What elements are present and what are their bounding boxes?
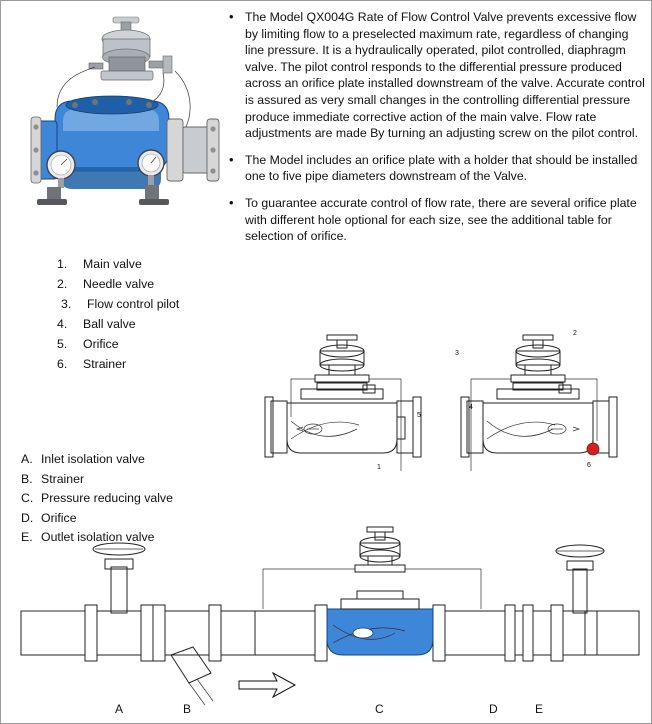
callout-E: E: [535, 702, 544, 716]
flow-direction-arrow: [239, 673, 295, 697]
list-item-index: 5.: [57, 337, 68, 351]
outlet-isolation-valve: [551, 545, 604, 661]
list-item: [57, 294, 237, 314]
installation-diagram: [11, 513, 645, 718]
schematic-right: [455, 330, 617, 471]
list-item: [57, 334, 237, 354]
list-item-label: Orifice: [41, 510, 77, 525]
list-item-label: Needle valve: [83, 277, 155, 291]
callout-6: 6: [587, 462, 591, 469]
valve-photo-illustration: [17, 9, 223, 219]
paragraph-item: [229, 152, 645, 185]
paragraph-item: [229, 9, 645, 142]
strainer: [153, 605, 221, 705]
list-item: [57, 254, 237, 274]
list-item: [57, 314, 237, 334]
description-text-column: [229, 9, 645, 255]
paragraph-3-text: To guarantee accurate control of flow rate, there are several orifice plate with different hole optional for each size, see the additional table for selection of orifice.: [245, 195, 637, 244]
list-item: [57, 354, 237, 374]
bullet-icon: •: [229, 9, 234, 24]
list-item: [21, 450, 231, 470]
callout-1: 1: [377, 464, 381, 471]
list-item: [21, 470, 231, 490]
parts-list: [57, 254, 237, 374]
list-item-index: E.: [21, 530, 33, 545]
inlet-isolation-valve: [85, 543, 153, 661]
list-item-index: 6.: [57, 357, 68, 371]
list-item-index: B.: [21, 471, 33, 486]
list-item-index: 1.: [57, 257, 68, 271]
list-item: [21, 489, 231, 509]
list-item-label: Strainer: [83, 357, 127, 371]
bullet-icon: •: [229, 194, 234, 210]
callout-3: 3: [455, 350, 459, 357]
list-item-index: A.: [21, 452, 33, 466]
callout-2: 2: [573, 330, 577, 337]
valve-schematics-svg: [251, 321, 641, 511]
list-item-label: Main valve: [83, 257, 142, 271]
list-item-index: 4.: [57, 317, 68, 331]
callout-C: C: [375, 702, 384, 716]
callout-B: B: [183, 702, 192, 716]
pressure-reducing-valve: [263, 527, 481, 661]
callout-4: 4: [469, 404, 473, 411]
list-item-label: Orifice: [83, 337, 119, 351]
paragraph-2-text: The Model includes an orifice plate with a holder that should be installed one to five pipe diameters downstream of the Valve.: [245, 152, 638, 184]
list-item-label: Flow control pilot: [87, 297, 180, 311]
list-item-index: C.: [21, 491, 34, 506]
product-photo: [17, 9, 223, 219]
valve-schematic-pair: [251, 321, 641, 511]
callout-5: 5: [417, 412, 421, 419]
list-item-index: 3.: [61, 297, 72, 311]
paragraph-1-text: The Model QX004G Rate of Flow Control Valve prevents excessive flow by limiting flow to a preselected maximum rate, regardless of changing line pressure. It is a hydraulically operated, pilot controlled, diaphragm valve. The pilot control responds to the differential pressure produced across an orifice plate installed downstream of the valve. Accurate control is assured as very small changes in the controlling differential pressure produce immediate corrective action of the main valve. Flow rate adjustments are made By turning an adjusting screw on the pilot control.: [245, 10, 645, 141]
list-item-label: Inlet isolation valve: [41, 452, 145, 466]
list-item-label: Outlet isolation valve: [41, 530, 155, 545]
list-item-label: Ball valve: [83, 317, 136, 331]
bullet-icon: •: [229, 151, 234, 167]
schematic-left: [265, 335, 421, 471]
list-item: [57, 274, 237, 294]
callout-A: A: [115, 702, 124, 716]
list-item-label: Pressure reducing valve: [41, 491, 173, 506]
callout-D: D: [489, 702, 498, 716]
list-item-index: D.: [21, 510, 34, 525]
paragraph-item: [229, 195, 645, 245]
pipeline-schematic-svg: [11, 513, 645, 718]
list-item-label: Strainer: [41, 471, 85, 486]
list-item-index: 2.: [57, 277, 68, 291]
orifice: [505, 605, 551, 661]
